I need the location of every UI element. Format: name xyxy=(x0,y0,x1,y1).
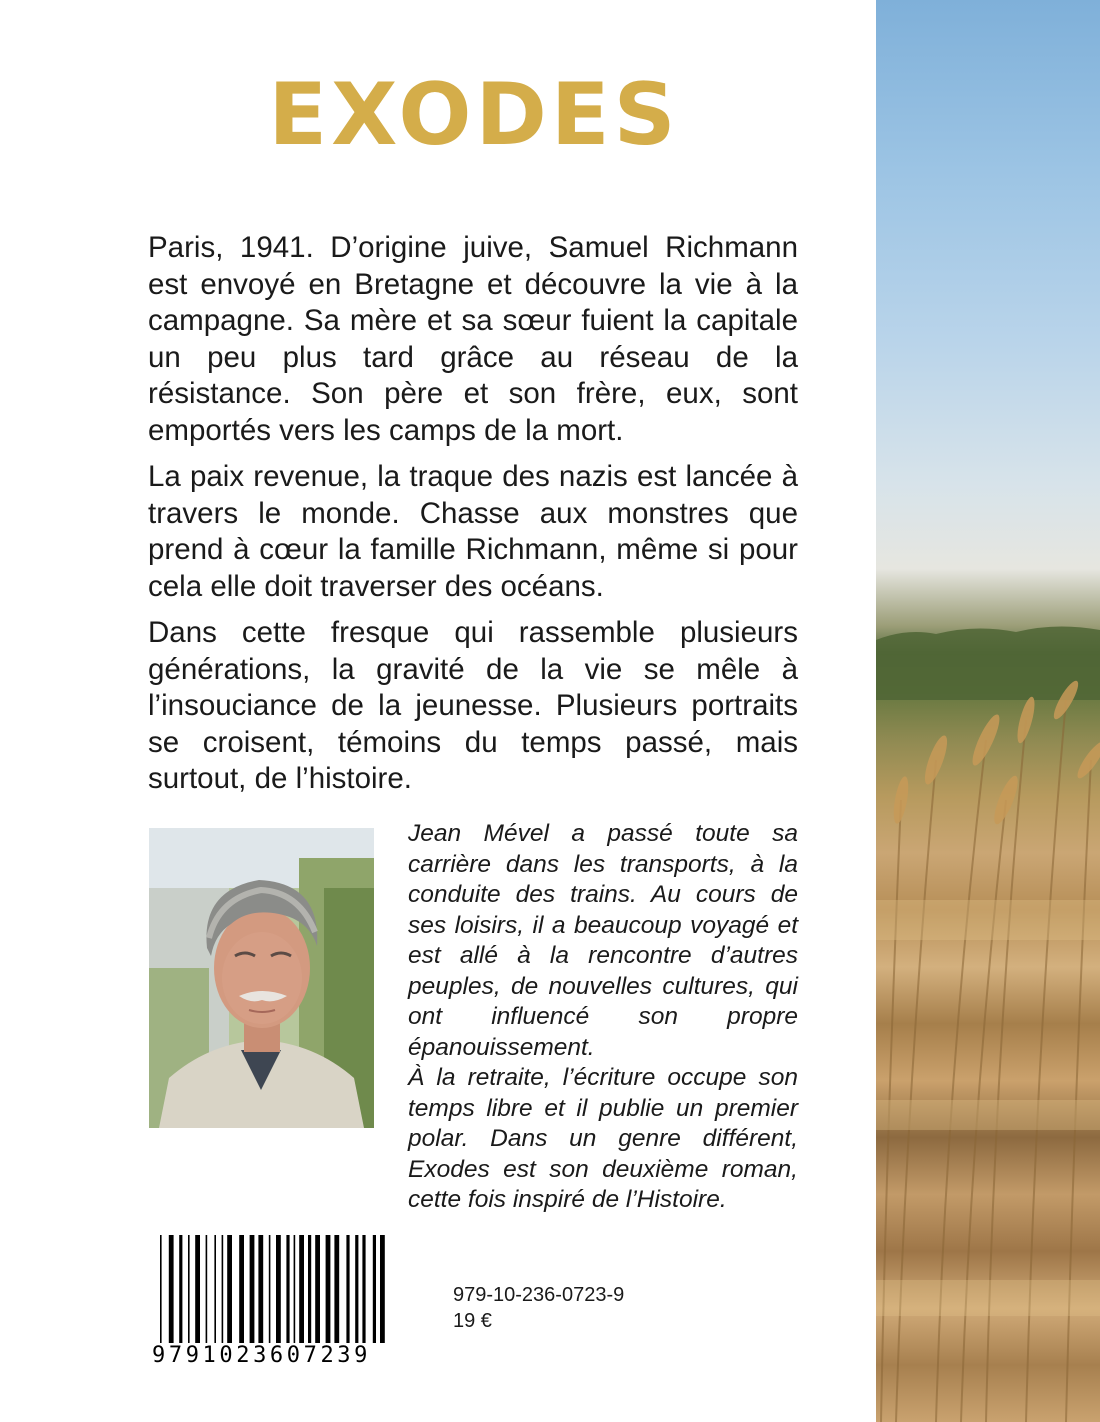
blurb-paragraph: Dans cette fresque qui rassemble plusieurs générations, la gravité de la vie se mêle à l’insouciance de la jeunesse. Plusieurs portraits se croisent, témoins du temps passé, mais surtout, de l’histoire. xyxy=(148,616,798,795)
bio-paragraph: À la retraite, l’écriture occupe son temps libre et il publie un premier polar. Dans un genre différent, Exodes est son deuxième roman, cette fois inspiré de l’Histoire. xyxy=(408,1064,798,1213)
barcode-bar xyxy=(160,1235,162,1343)
barcode-bar xyxy=(227,1235,232,1343)
author-photo xyxy=(149,828,374,1128)
barcode-bar xyxy=(206,1235,208,1343)
barcode-bar xyxy=(269,1235,271,1343)
barcode-bar xyxy=(326,1235,331,1343)
barcode-bar xyxy=(294,1235,296,1343)
author-bio xyxy=(408,819,798,1216)
barcode-bar xyxy=(276,1235,281,1343)
barcode-bar xyxy=(355,1235,358,1343)
barcode xyxy=(152,1235,392,1368)
barcode-bar xyxy=(362,1235,365,1343)
barcode-bar xyxy=(195,1235,200,1343)
isbn-price-block xyxy=(453,1282,624,1334)
book-blurb xyxy=(148,230,798,808)
barcode-bar xyxy=(188,1235,190,1343)
blurb-paragraph: Paris, 1941. D’origine juive, Samuel Richmann est envoyé en Bretagne et découvre la vie à la campagne. Sa mère et sa sœur fuient la capitale un peu plus tard grâce au réseau de la résistance. Son père et son frère, eux, sont emportés vers les camps de la mort. xyxy=(148,231,798,447)
price: 19 € xyxy=(453,1310,492,1332)
barcode-bar xyxy=(250,1235,255,1343)
isbn-number: 979-10-236-0723-9 xyxy=(453,1284,625,1306)
barcode-bar xyxy=(222,1235,224,1343)
barcode-bar xyxy=(380,1235,385,1343)
barcode-digits: 9791023607239 xyxy=(152,1343,371,1368)
barcode-bar xyxy=(308,1235,311,1343)
bio-paragraph: Jean Mével a passé toute sa carrière dans les transports, à la conduite des trains. Au cours de ses loisirs, il a beaucoup voyagé et est allé à la rencontre d’autres peuples, de nouvelles cultures, qui ont influencé son propre épanouissement. xyxy=(408,820,798,1061)
barcode-bar xyxy=(346,1235,349,1343)
barcode-bar xyxy=(373,1235,376,1343)
barcode-bar xyxy=(258,1235,263,1343)
barcode-bar xyxy=(315,1235,320,1343)
barcode-bar xyxy=(334,1235,339,1343)
barcode-bar xyxy=(286,1235,289,1343)
barcode-bar xyxy=(179,1235,182,1343)
barcode-bar xyxy=(169,1235,174,1343)
barcode-bar xyxy=(299,1235,304,1343)
wheat-field-photo xyxy=(876,0,1100,1422)
barcode-bar xyxy=(214,1235,216,1343)
barcode-bar xyxy=(239,1235,244,1343)
book-title: EXODES xyxy=(268,65,680,165)
blurb-paragraph: La paix revenue, la traque des nazis est lancée à travers le monde. Chasse aux monstres que prend à cœur la famille Richmann, même si pour cela elle doit traverser des océans. xyxy=(148,460,798,603)
